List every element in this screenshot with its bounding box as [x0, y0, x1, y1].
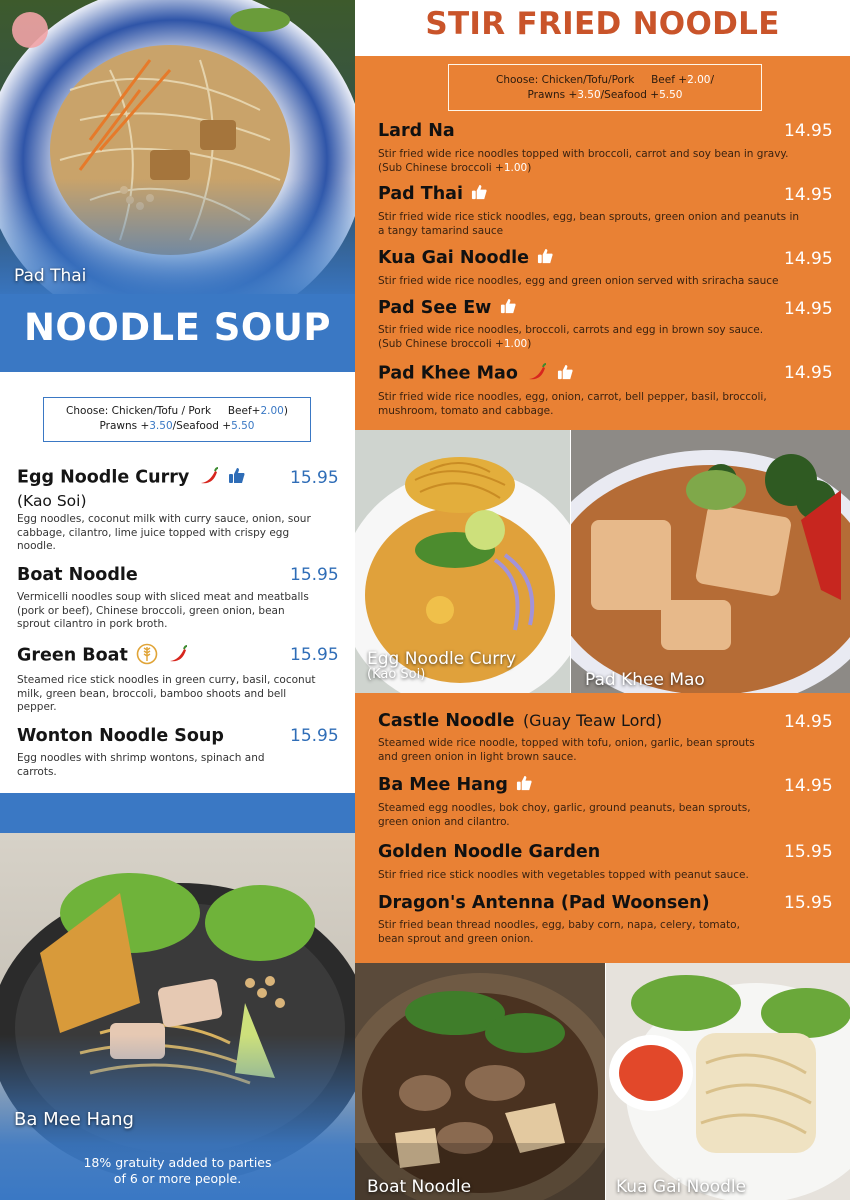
item-price: 14.95	[784, 776, 833, 796]
item-name: Lard Na	[378, 121, 455, 141]
item-name: Pad Khee Mao	[378, 363, 518, 384]
item-description: Egg noodles, coconut milk with curry sauce, onion, sour cabbage, cilantro, lime juice topped with crispy egg noodle.	[17, 513, 311, 552]
menu-item-egg-noodle-curry	[17, 466, 337, 554]
gluten-free-icon	[136, 643, 158, 670]
item-price: 15.95	[290, 726, 339, 746]
menu-item-pad-see-ew	[378, 298, 828, 351]
menu-item-pad-khee-mao	[378, 362, 828, 418]
ba-mee-hang-photo	[0, 833, 355, 1200]
boat-noodle-caption: Boat Noodle	[367, 1177, 472, 1197]
thumbs-up-icon	[471, 184, 488, 206]
item-description: Steamed rice stick noodles in green curry, basil, coconut milk, green bean, broccoli, bamboo shoots and bell pepper.	[17, 674, 316, 713]
menu-item-boat-noodle	[17, 565, 337, 632]
egg-noodle-curry-photo	[355, 430, 570, 693]
item-name: Boat Noodle	[17, 565, 138, 585]
menu-item-green-boat	[17, 643, 337, 715]
thumbs-up-icon	[537, 248, 554, 270]
chili-pepper-icon	[198, 466, 220, 491]
item-price: 15.95	[784, 893, 833, 913]
item-price: 14.95	[784, 249, 833, 269]
item-name: Dragon's Antenna (Pad Woonsen)	[378, 893, 710, 913]
item-price: 14.95	[784, 712, 833, 732]
kua-gai-noodle-caption: Kua Gai Noodle	[616, 1177, 747, 1197]
item-description: Stir fried wide rice noodles topped with broccoli, carrot and soy bean in gravy. (Sub Chinese broccoli +1.00)	[378, 148, 789, 174]
item-description: Steamed wide rice noodle, topped with tofu, onion, garlic, bean sprouts and green onion in light brown sauce.	[378, 737, 755, 763]
item-price: 15.95	[290, 468, 339, 488]
item-price: 15.95	[290, 565, 339, 585]
item-description: Egg noodles with shrimp wontons, spinach and carrots.	[17, 752, 265, 778]
protein-line-1: Choose: Chicken/Tofu/Pork Beef +2.00/	[495, 74, 714, 86]
item-price: 14.95	[784, 299, 833, 319]
item-price: 14.95	[784, 185, 833, 205]
gratuity-note: 18% gratuity added to parties of 6 or more people.	[83, 1155, 272, 1186]
thumbs-up-icon	[228, 467, 246, 490]
item-price: 14.95	[784, 121, 833, 141]
stir-fried-protein-options	[448, 64, 762, 111]
boat-noodle-image	[355, 963, 605, 1200]
item-name: Pad Thai	[378, 184, 463, 205]
noodle-soup-title: NOODLE SOUP	[23, 306, 332, 349]
item-description: Stir fried wide rice noodles, egg, onion, carrot, bell pepper, basil, broccoli, mushroom, tomato and cabbage.	[378, 391, 767, 417]
thumbs-up-icon	[516, 775, 533, 797]
item-name: Golden Noodle Garden	[378, 842, 601, 862]
kua-gai-noodle-image	[606, 963, 850, 1200]
menu-item-dragons-antenna	[378, 893, 828, 946]
item-name: Ba Mee Hang	[378, 775, 508, 796]
item-description: Stir fried wide rice noodles, broccoli, carrots and egg in brown soy sauce. (Sub Chinese broccoli +1.00)	[378, 324, 764, 350]
item-description: Steamed egg noodles, bok choy, garlic, ground peanuts, bean sprouts, green onion and cilantro.	[378, 802, 751, 828]
noodle-soup-column	[0, 0, 355, 1200]
item-name: Pad See Ew	[378, 298, 492, 319]
egg-noodle-curry-caption: Egg Noodle Curry (Kao Soi)	[367, 649, 517, 682]
stir-fried-noodle-title: STIR FRIED NOODLE	[425, 6, 780, 42]
item-name: Castle Noodle	[378, 711, 515, 731]
item-description: Stir fried wide rice noodles, egg and green onion served with sriracha sauce	[378, 275, 779, 287]
pad-thai-caption: Pad Thai	[14, 266, 87, 286]
divider-band	[0, 793, 355, 833]
pad-khee-mao-image	[571, 430, 850, 693]
menu-item-pad-thai	[378, 184, 828, 238]
menu-item-castle-noodle	[378, 711, 828, 764]
noodle-soup-protein-options	[43, 397, 311, 442]
item-price: 15.95	[290, 645, 339, 665]
chili-pepper-icon	[526, 362, 548, 387]
menu-item-golden-noodle-garden	[378, 842, 828, 883]
protein-line-2: Prawns +3.50/Seafood +5.50	[99, 420, 255, 432]
protein-line-1: Choose: Chicken/Tofu / Pork Beef+2.00)	[66, 405, 288, 417]
menu-item-ba-mee-hang	[378, 775, 828, 829]
pad-khee-mao-caption: Pad Khee Mao	[585, 670, 705, 690]
ba-mee-hang-image	[0, 833, 355, 1200]
pad-thai-image	[0, 0, 355, 298]
pad-khee-mao-photo	[571, 430, 850, 693]
boat-noodle-photo	[355, 963, 605, 1200]
item-subtitle: (Guay Teaw Lord)	[522, 711, 663, 730]
item-name: Kua Gai Noodle	[378, 248, 529, 269]
item-name: Green Boat	[17, 645, 128, 666]
thumbs-up-icon	[500, 298, 517, 320]
protein-line-2: Prawns +3.50/Seafood +5.50	[527, 89, 683, 101]
chili-pepper-icon	[167, 644, 189, 669]
kua-gai-noodle-photo	[606, 963, 850, 1200]
menu-item-lard-na	[378, 121, 828, 175]
item-price: 14.95	[784, 363, 833, 383]
item-name: Wonton Noodle Soup	[17, 726, 224, 746]
item-name: Egg Noodle Curry	[17, 467, 190, 488]
item-price: 15.95	[784, 842, 833, 862]
item-description: Stir fried bean thread noodles, egg, baby corn, napa, celery, tomato, bean sprout and green onion.	[378, 919, 740, 945]
pad-thai-photo	[0, 0, 355, 298]
menu-item-kua-gai-noodle	[378, 248, 828, 289]
menu-item-wonton-noodle-soup	[17, 726, 337, 779]
ba-mee-hang-caption: Ba Mee Hang	[14, 1109, 134, 1130]
item-description: Vermicelli noodles soup with sliced meat and meatballs (pork or beef), Chinese broccoli, green onion, bean sprout cilantro in pork broth.	[17, 591, 309, 630]
item-description: Stir fried rice stick noodles with vegetables topped with peanut sauce.	[378, 869, 749, 881]
item-description: Stir fried wide rice stick noodles, egg, bean sprouts, green onion and peanuts in a tangy tamarind sauce	[378, 211, 800, 237]
thumbs-up-icon	[557, 364, 574, 386]
item-subtitle: (Kao Soi)	[17, 492, 87, 510]
